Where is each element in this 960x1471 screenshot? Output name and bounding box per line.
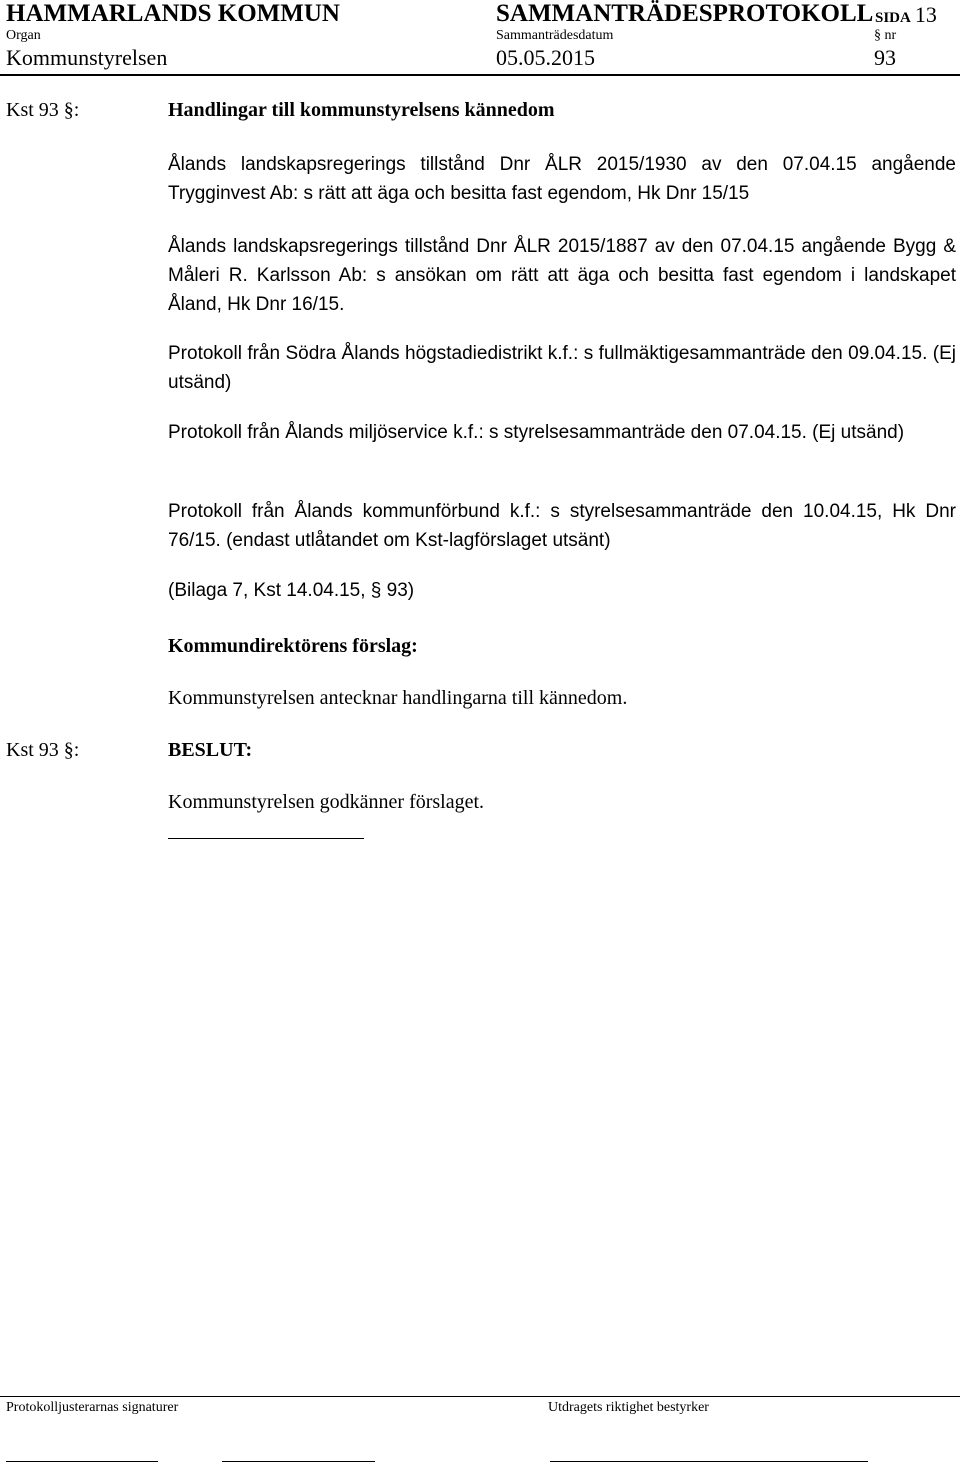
certification-line	[550, 1461, 868, 1462]
signature-line	[222, 1461, 375, 1462]
certification-label: Utdragets riktighet bestyrker	[548, 1400, 709, 1415]
attachment-reference: (Bilaga 7, Kst 14.04.15, § 93)	[168, 580, 415, 601]
list-item: Protokoll från Ålands miljöservice k.f.: s styrelsesammanträde den 07.04.15. (Ej utsänd)	[168, 422, 905, 443]
signatures-label: Protokolljusterarnas signaturer	[6, 1400, 179, 1415]
header-divider	[0, 74, 960, 76]
end-divider	[168, 838, 364, 839]
list-item: Ålands landskapsregerings tillstånd Dnr ÅLR 2015/1930 av den 07.04.15 angående Trygginvest Ab: s rätt att äga och besitta fast egendom, Hk Dnr 15/15	[168, 154, 956, 204]
page-number: 13	[914, 2, 937, 27]
date-label: Sammanträdesdatum	[496, 28, 614, 43]
organ-label: Organ	[6, 28, 41, 43]
section-title: Handlingar till kommunstyrelsens kännedom	[168, 99, 555, 121]
organ-value: Kommunstyrelsen	[6, 45, 168, 70]
list-item: Protokoll från Ålands kommunförbund k.f.: s styrelsesammanträde den 10.04.15, Hk Dnr 76/15. (endast utlåtandet om Kst-lagförslaget utsänt)	[168, 501, 956, 551]
signature-line	[6, 1461, 158, 1462]
paragraph-ref: Kst 93 §:	[6, 99, 80, 121]
page-indicator	[875, 2, 937, 28]
proposal-heading: Kommundirektörens förslag:	[168, 635, 418, 657]
paragraph-number: 93	[874, 45, 896, 70]
decision-paragraph-ref: Kst 93 §:	[6, 739, 80, 761]
decision-heading: BESLUT:	[168, 739, 253, 761]
footer-divider	[0, 1396, 960, 1397]
meeting-date: 05.05.2015	[496, 45, 595, 70]
list-item: Protokoll från Södra Ålands högstadiedistrikt k.f.: s fullmäktigesammanträde den 09.04.15. (Ej utsänd)	[168, 343, 956, 393]
municipality-name: HAMMARLANDS KOMMUN	[6, 0, 340, 27]
document-type: SAMMANTRÄDESPROTOKOLL	[496, 0, 874, 27]
nr-label: § nr	[874, 28, 897, 43]
page-label: SIDA	[875, 10, 911, 26]
list-item: Ålands landskapsregerings tillstånd Dnr ÅLR 2015/1887 av den 07.04.15 angående Bygg & Måleri R. Karlsson Ab: s ansökan om rätt att äga och besitta fast egendom i landskapet Åland, Hk Dnr 16/15.	[168, 236, 956, 315]
proposal-text: Kommunstyrelsen antecknar handlingarna till kännedom.	[168, 687, 628, 709]
decision-text: Kommunstyrelsen godkänner förslaget.	[168, 791, 485, 813]
